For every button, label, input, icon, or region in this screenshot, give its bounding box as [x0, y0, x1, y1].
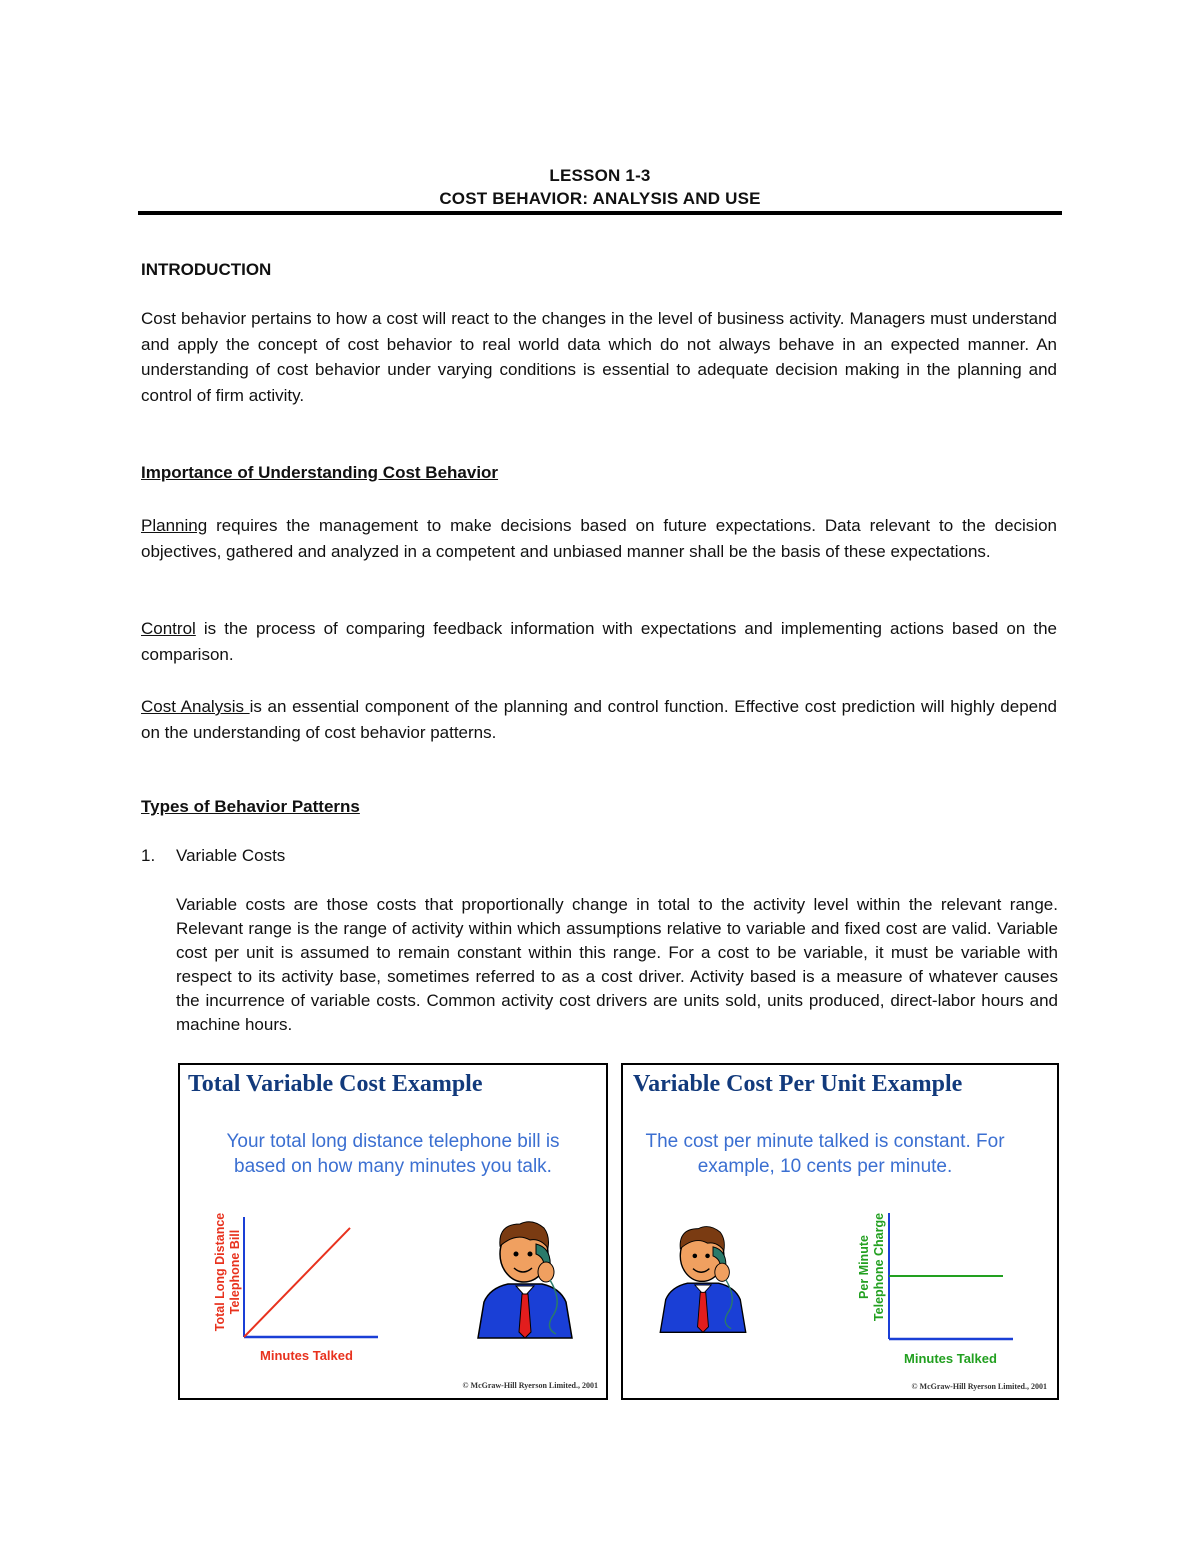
panel-description	[623, 1129, 1027, 1179]
panel-description-line-2: based on how many minutes you talk.	[234, 1156, 552, 1177]
variable-costs-paragraph: Variable costs are those costs that proportionally change in total to the activity level within the relevant range. Relevant range is the range of activity within which assumptions relative to variable and fixed cost are valid. Variable cost per unit is assumed to remain constant within this range. For a cost to be variable, it must be variable with respect to its activity base, sometimes referred to as a cost driver. Activity based is a measure of whatever causes the incurrence of variable costs. Common activity cost drivers are units sold, units produced, direct-labor hours and machine hours.	[176, 895, 1058, 1034]
introduction-heading: INTRODUCTION	[141, 260, 272, 279]
cost-analysis-text: is an essential component of the planning and control function. Effective cost prediction will highly depend on the understanding of cost behavior patterns.	[141, 697, 1058, 742]
control-term: Control	[141, 619, 196, 638]
list-item-number: 1.	[141, 846, 156, 865]
x-axis-label: Minutes Talked	[904, 1351, 997, 1366]
total-variable-cost-panel	[178, 1063, 608, 1400]
panel-description-line-2: example, 10 cents per minute.	[697, 1156, 953, 1177]
variable-cost-per-unit-chart	[885, 1213, 1015, 1343]
planning-paragraph	[141, 513, 1057, 564]
y-axis-label-line-2: Telephone Bill	[228, 1229, 242, 1315]
y-axis-label-line-1: Total Long Distance	[213, 1212, 227, 1332]
control-text: is the process of comparing feedback information with expectations and implementing actions based on the comparison.	[141, 619, 1057, 664]
panel-title: Variable Cost Per Unit Example	[633, 1071, 963, 1097]
y-axis-label-line-1: Per Minute	[857, 1235, 871, 1299]
lesson-number: LESSON 1-3	[549, 166, 651, 185]
page-title: COST BEHAVIOR: ANALYSIS AND USE	[439, 189, 761, 208]
planning-text: requires the management to make decisions based on future expectations. Data relevant to the decision objectives, gathered and analyzed in a competent and unbiased manner shall be the basis of these expectations.	[141, 516, 1057, 561]
copyright-text: © McGraw-Hill Ryerson Limited., 2001	[911, 1382, 1047, 1391]
panel-description	[180, 1129, 606, 1179]
person-on-phone-icon	[470, 1210, 580, 1340]
planning-term: Planning	[141, 516, 208, 535]
list-item-label: Variable Costs	[176, 846, 286, 865]
importance-heading: Importance of Understanding Cost Behavior	[141, 463, 499, 482]
copyright-text: © McGraw-Hill Ryerson Limited., 2001	[462, 1381, 598, 1390]
cost-analysis-term: Cost Analysis	[141, 697, 250, 716]
panel-title: Total Variable Cost Example	[188, 1071, 483, 1097]
total-variable-cost-chart	[240, 1215, 380, 1341]
panel-description-line-1: The cost per minute talked is constant. For	[645, 1131, 1005, 1152]
variable-cost-per-unit-panel	[621, 1063, 1059, 1400]
y-axis-label-line-2: Telephone Charge	[872, 1212, 886, 1322]
person-on-phone-icon	[653, 1215, 753, 1335]
series-line	[244, 1228, 350, 1337]
cost-analysis-paragraph	[141, 694, 1057, 745]
types-heading: Types of Behavior Patterns	[141, 797, 360, 816]
introduction-paragraph: Cost behavior pertains to how a cost will react to the changes in the level of business activity. Managers must understand and apply the concept of cost behavior to real world data which do not always behave in an expected manner. An understanding of cost behavior under varying conditions is essential to adequate decision making in the planning and control of firm activity.	[141, 309, 1057, 405]
control-paragraph	[141, 616, 1057, 667]
x-axis-label: Minutes Talked	[260, 1348, 353, 1363]
title-divider	[138, 211, 1062, 215]
panel-description-line-1: Your total long distance telephone bill is	[226, 1131, 560, 1152]
